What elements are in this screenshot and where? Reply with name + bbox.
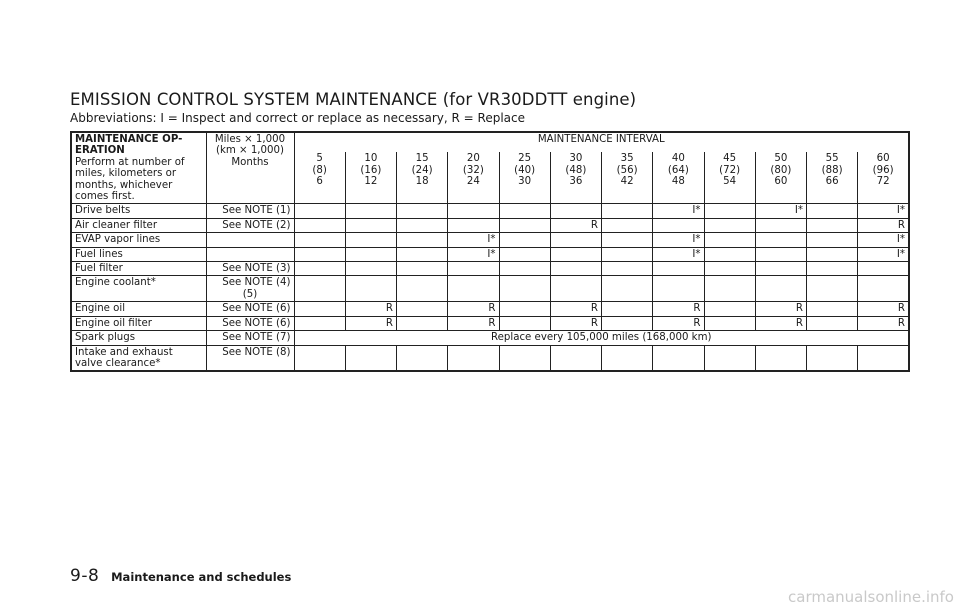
table-row xyxy=(71,316,909,330)
interval-cell xyxy=(807,218,858,232)
maintenance-schedule-table xyxy=(70,131,910,372)
interval-cell: R xyxy=(755,302,806,316)
maintenance-note: See NOTE (6) xyxy=(206,302,294,316)
interval-km: (16) xyxy=(360,164,382,176)
interval-km: (88) xyxy=(821,164,843,176)
interval-header-1 xyxy=(294,152,345,204)
interval-cell xyxy=(755,262,806,276)
interval-cell xyxy=(294,262,345,276)
page-title: EMISSION CONTROL SYSTEM MAINTENANCE (for VR30DDTT engine) xyxy=(70,90,637,109)
interval-cell: I* xyxy=(653,204,704,218)
interval-cell xyxy=(807,302,858,316)
interval-cell xyxy=(755,233,806,247)
maintenance-note: See NOTE (2) xyxy=(206,218,294,232)
interval-miles: 10 xyxy=(364,153,378,165)
interval-cell xyxy=(294,218,345,232)
watermark: carmanualsonline.info xyxy=(788,588,954,606)
maintenance-item: EVAP vapor lines xyxy=(71,233,206,247)
interval-cell xyxy=(448,276,499,302)
interval-km: (56) xyxy=(616,164,638,176)
interval-km: (96) xyxy=(872,164,894,176)
interval-cell xyxy=(550,276,601,302)
interval-cell xyxy=(602,247,653,261)
maintenance-note: See NOTE (7) xyxy=(206,331,294,345)
table-row xyxy=(71,233,909,247)
interval-cell xyxy=(499,204,550,218)
unit-km-label: (km × 1,000) xyxy=(216,145,284,157)
interval-header-4 xyxy=(448,152,499,204)
table-row xyxy=(71,345,909,371)
interval-cell: I* xyxy=(448,247,499,261)
interval-cell xyxy=(807,233,858,247)
interval-cell: R xyxy=(858,302,909,316)
interval-cell xyxy=(755,345,806,371)
interval-cell xyxy=(499,302,550,316)
interval-cell xyxy=(807,276,858,302)
interval-header-11 xyxy=(807,152,858,204)
interval-cell xyxy=(294,345,345,371)
interval-cell xyxy=(448,262,499,276)
interval-cell xyxy=(602,233,653,247)
interval-cell xyxy=(704,218,755,232)
interval-cell xyxy=(858,345,909,371)
maintenance-note xyxy=(206,276,294,302)
maintenance-item: Engine oil filter xyxy=(71,316,206,330)
interval-cell xyxy=(602,345,653,371)
interval-cell: R xyxy=(448,302,499,316)
interval-cell xyxy=(704,316,755,330)
interval-cell xyxy=(550,233,601,247)
interval-months: 54 xyxy=(723,176,737,188)
interval-months: 30 xyxy=(518,176,532,188)
interval-cell xyxy=(499,233,550,247)
interval-cell: R xyxy=(755,316,806,330)
interval-months: 12 xyxy=(364,176,378,188)
unit-header xyxy=(206,132,294,204)
interval-cell xyxy=(807,316,858,330)
interval-cell: I* xyxy=(653,247,704,261)
interval-cell: R xyxy=(550,218,601,232)
interval-cell xyxy=(499,276,550,302)
maintenance-note: See NOTE (3) xyxy=(206,262,294,276)
interval-km: (48) xyxy=(565,164,587,176)
interval-cell xyxy=(704,247,755,261)
table-row xyxy=(71,331,909,345)
interval-header-12 xyxy=(858,152,909,204)
interval-miles: 30 xyxy=(569,153,583,165)
interval-km: (80) xyxy=(770,164,792,176)
interval-cell xyxy=(345,262,396,276)
interval-cell xyxy=(499,218,550,232)
interval-miles: 40 xyxy=(671,153,685,165)
interval-cell xyxy=(653,345,704,371)
interval-cell xyxy=(550,247,601,261)
interval-cell xyxy=(704,302,755,316)
maintenance-item: Engine coolant* xyxy=(71,276,206,302)
interval-cell xyxy=(602,276,653,302)
interval-miles: 50 xyxy=(774,153,788,165)
interval-cell xyxy=(345,276,396,302)
section-title: Maintenance and schedules xyxy=(111,570,292,584)
maintenance-item: Intake and exhaust valve clearance* xyxy=(71,345,206,371)
interval-cell xyxy=(499,316,550,330)
interval-cell: I* xyxy=(448,233,499,247)
interval-cell xyxy=(807,345,858,371)
interval-cell xyxy=(653,218,704,232)
interval-km: (64) xyxy=(667,164,689,176)
maintenance-note xyxy=(206,233,294,247)
maintenance-item: Air cleaner filter xyxy=(71,218,206,232)
interval-cell xyxy=(858,276,909,302)
interval-cell xyxy=(807,204,858,218)
interval-header-5 xyxy=(499,152,550,204)
interval-cell: I* xyxy=(755,204,806,218)
interval-cell xyxy=(755,247,806,261)
interval-cell: R xyxy=(550,316,601,330)
interval-cell: I* xyxy=(858,233,909,247)
note-line-1: See NOTE (4) xyxy=(222,277,291,289)
interval-cell xyxy=(345,218,396,232)
interval-header-6 xyxy=(550,152,601,204)
maintenance-item: Spark plugs xyxy=(71,331,206,345)
interval-cell: R xyxy=(345,302,396,316)
table-row xyxy=(71,302,909,316)
interval-header-7 xyxy=(602,152,653,204)
interval-miles: 55 xyxy=(825,153,839,165)
maintenance-note: See NOTE (8) xyxy=(206,345,294,371)
interval-cell xyxy=(807,247,858,261)
interval-cell xyxy=(499,247,550,261)
interval-header-3 xyxy=(397,152,448,204)
interval-cell: R xyxy=(653,316,704,330)
interval-cell: R xyxy=(653,302,704,316)
maintenance-operation-title: MAINTENANCE OP-ERATION xyxy=(75,134,183,157)
interval-cell: I* xyxy=(653,233,704,247)
interval-cell xyxy=(602,218,653,232)
interval-cell xyxy=(345,204,396,218)
interval-cell xyxy=(653,262,704,276)
interval-cell xyxy=(345,345,396,371)
maintenance-item: Fuel lines xyxy=(71,247,206,261)
interval-cell xyxy=(550,204,601,218)
interval-miles: 15 xyxy=(415,153,429,165)
interval-cell xyxy=(397,316,448,330)
interval-miles: 35 xyxy=(620,153,634,165)
maintenance-operation-header xyxy=(71,132,206,204)
table-header-row-1 xyxy=(71,132,909,152)
interval-cell xyxy=(448,218,499,232)
interval-cell xyxy=(755,276,806,302)
interval-cell xyxy=(397,345,448,371)
interval-cell: R xyxy=(858,218,909,232)
maintenance-item: Engine oil xyxy=(71,302,206,316)
interval-cell xyxy=(345,233,396,247)
interval-months: 72 xyxy=(876,176,890,188)
interval-header-10 xyxy=(755,152,806,204)
table-row xyxy=(71,276,909,302)
interval-km: (24) xyxy=(411,164,433,176)
maintenance-note: See NOTE (6) xyxy=(206,316,294,330)
interval-cell xyxy=(397,262,448,276)
maintenance-item: Fuel filter xyxy=(71,262,206,276)
abbreviations-legend: Abbreviations: I = Inspect and correct or replace as necessary, R = Replace xyxy=(70,111,525,125)
interval-cell xyxy=(550,345,601,371)
interval-header-9 xyxy=(704,152,755,204)
page-footer xyxy=(70,566,291,586)
interval-cell xyxy=(294,316,345,330)
interval-months: 48 xyxy=(671,176,685,188)
interval-cell: R xyxy=(550,302,601,316)
table-row xyxy=(71,262,909,276)
interval-months: 66 xyxy=(825,176,839,188)
interval-miles: 20 xyxy=(466,153,480,165)
interval-cell xyxy=(704,345,755,371)
interval-months: 42 xyxy=(620,176,634,188)
interval-km: (8) xyxy=(312,164,327,176)
interval-miles: 25 xyxy=(518,153,532,165)
maintenance-note xyxy=(206,247,294,261)
maintenance-operation-description: Perform at number of miles, kilometers or months, whichever comes first. xyxy=(75,156,185,203)
interval-cell xyxy=(550,262,601,276)
interval-cell: R xyxy=(858,316,909,330)
interval-cell xyxy=(448,345,499,371)
interval-cell xyxy=(704,204,755,218)
interval-cell: I* xyxy=(858,247,909,261)
interval-cell xyxy=(397,233,448,247)
interval-cell xyxy=(499,345,550,371)
interval-cell xyxy=(294,204,345,218)
interval-cell xyxy=(397,218,448,232)
interval-cell xyxy=(602,316,653,330)
interval-km: (72) xyxy=(719,164,741,176)
maintenance-item: Drive belts xyxy=(71,204,206,218)
note-line-2: (5) xyxy=(242,288,258,300)
interval-cell: R xyxy=(345,316,396,330)
interval-cell xyxy=(294,302,345,316)
interval-header-2 xyxy=(345,152,396,204)
interval-cell: R xyxy=(448,316,499,330)
interval-cell xyxy=(397,302,448,316)
interval-cell xyxy=(602,262,653,276)
table-row xyxy=(71,247,909,261)
maintenance-interval-header: MAINTENANCE INTERVAL xyxy=(294,132,909,152)
interval-cell xyxy=(602,302,653,316)
interval-cell xyxy=(294,247,345,261)
interval-cell xyxy=(345,247,396,261)
table-row xyxy=(71,218,909,232)
interval-miles: 60 xyxy=(876,153,890,165)
interval-cell xyxy=(858,262,909,276)
table-row xyxy=(71,204,909,218)
interval-months: 60 xyxy=(774,176,788,188)
interval-cell xyxy=(704,276,755,302)
interval-span-note: Replace every 105,000 miles (168,000 km) xyxy=(294,331,909,345)
interval-months: 18 xyxy=(415,176,429,188)
interval-miles: 5 xyxy=(316,153,323,165)
interval-cell xyxy=(653,276,704,302)
maintenance-note: See NOTE (1) xyxy=(206,204,294,218)
interval-cell xyxy=(448,204,499,218)
interval-cell xyxy=(397,276,448,302)
unit-miles-label: Miles × 1,000 xyxy=(214,134,286,145)
interval-cell: I* xyxy=(858,204,909,218)
unit-months-label: Months xyxy=(231,156,269,168)
interval-km: (32) xyxy=(462,164,484,176)
interval-cell xyxy=(294,276,345,302)
interval-cell xyxy=(704,233,755,247)
interval-km: (40) xyxy=(514,164,536,176)
interval-months: 36 xyxy=(569,176,583,188)
interval-months: 6 xyxy=(316,176,323,188)
interval-cell xyxy=(602,204,653,218)
page-number: 9-8 xyxy=(70,566,100,586)
interval-header-8 xyxy=(653,152,704,204)
interval-cell xyxy=(397,247,448,261)
interval-cell xyxy=(704,262,755,276)
interval-cell xyxy=(755,218,806,232)
interval-cell xyxy=(499,262,550,276)
interval-cell xyxy=(807,262,858,276)
interval-cell xyxy=(294,233,345,247)
interval-miles: 45 xyxy=(723,153,737,165)
interval-months: 24 xyxy=(466,176,480,188)
interval-cell xyxy=(397,204,448,218)
